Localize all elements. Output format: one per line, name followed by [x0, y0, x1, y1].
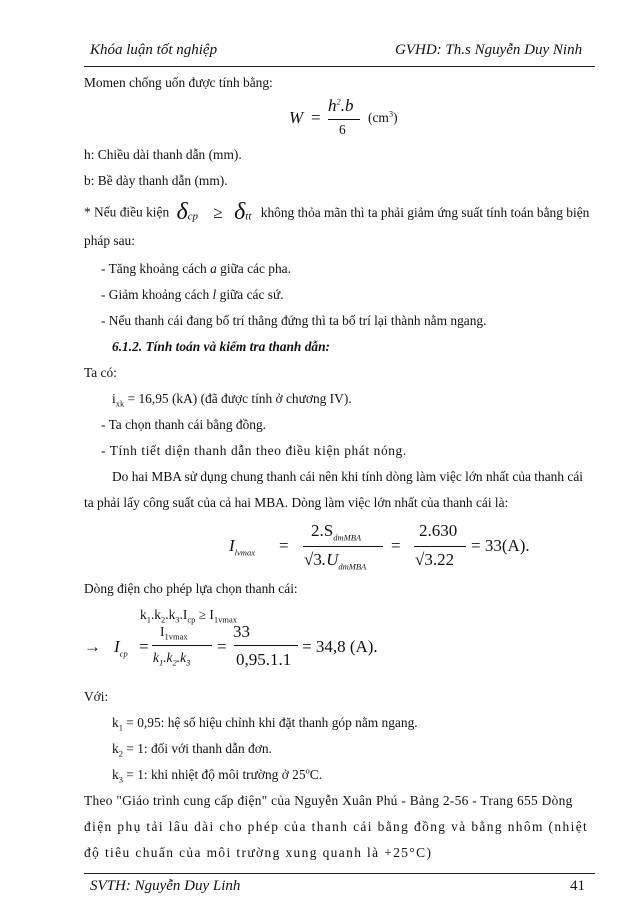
ilv-eq2: = [391, 536, 401, 555]
method-text: pháp sau: [84, 233, 135, 248]
b-definition: b: Bề dày thanh dẫn (mm). [84, 173, 228, 188]
taco-text: Ta có: [84, 365, 117, 380]
footer-rule [84, 873, 595, 874]
icp-eq1: = [139, 637, 149, 656]
section-title: 6.1.2. Tính toán và kiểm tra thanh dẫn: [112, 339, 331, 354]
h-definition: h: Chiều dài thanh dẫn (mm). [84, 147, 242, 162]
ixk-line: $i_{xk} = 16,95$ (kA) (đã được tính ở chương IV). [112, 391, 352, 409]
ilv-den2: √3.22 [415, 550, 455, 569]
bullet-1: - Tăng khoảng cách a giữa các pha. [101, 261, 291, 276]
w-symbol: W [289, 108, 304, 127]
w-unit: $(cm^3)$ [368, 108, 398, 125]
icp-eq2: = [217, 637, 227, 656]
w-equals: = [311, 108, 321, 127]
k3-item: $k_3 = 1$: khi nhiệt độ môi trường ở 25$^o$C. [112, 765, 323, 785]
condition-line: * Nếu điều kiện $\delta_{cp} \ge \delta_{tt}$ không thỏa mãn thì ta phải giảm ứng suất tính toán bằng biện [84, 199, 590, 225]
ilv-lhs: $I_{lvmax}$ [229, 536, 255, 558]
section-heating: - Tính tiết diện thanh dẫn theo điều kiện phát nóng. [101, 443, 407, 458]
icp-num2: 33 [233, 622, 250, 641]
ilv-eq1: = [279, 536, 289, 555]
w-numerator: $h^2.b$ [328, 96, 354, 115]
page-number: 41 [570, 878, 585, 894]
ilv-result: = 33(A). [471, 536, 530, 555]
icp-num1: $I_{1vmax}$ [160, 624, 188, 642]
theo-line-3: độ tiêu chuẩn của môi trường xung quanh là +25°C) [84, 845, 433, 860]
header-right: GVHD: Th.s Nguyễn Duy Ninh [395, 42, 583, 58]
choose-copper: - Ta chọn thanh cái bằng đồng. [101, 417, 267, 432]
voi-text: Với: [84, 689, 109, 704]
theo-line-2: điện phụ tải lâu dài cho phép của thanh cái bằng đồng và bằng nhôm (nhiệt [84, 819, 589, 834]
ilv-fraction-line-2 [414, 546, 466, 547]
ilv-den1: $√3.U_{dmMBA}$ [304, 550, 367, 572]
selection-condition: $k_1.k_2.k_3.I_{cp} \ge I_{1vmax}$ [140, 607, 238, 625]
footer-left: SVTH: Nguyễn Duy Linh [90, 878, 241, 894]
ilv-fraction-line-1 [303, 546, 383, 547]
momen-text: Momen chống uốn được tính bằng: [84, 75, 273, 90]
icp-result: = 34,8 (A). [302, 637, 378, 656]
w-fraction-line [328, 119, 360, 120]
mba-para-1: Do hai MBA sử dụng chung thanh cái nên khi tính dòng làm việc lớn nhất của thanh cái [112, 469, 584, 484]
ilv-num2: 2.630 [419, 521, 458, 540]
header-left: Khóa luận tốt nghiệp [90, 42, 218, 58]
k1-item: $k_1 = 0,95$: hệ số hiệu chỉnh khi đặt thanh góp nằm ngang. [112, 715, 418, 733]
header-rule [84, 66, 595, 67]
select-text: Dòng điện cho phép lựa chọn thanh cái: [84, 581, 298, 596]
icp-fraction-line-1 [152, 645, 212, 646]
mba-para-2: ta phải lấy công suất của cả hai MBA. Dòng làm việc lớn nhất của thanh cái là: [84, 495, 509, 510]
icp-den2: 0,95.1.1 [236, 650, 292, 669]
bullet-2: - Giảm khoảng cách l giữa các sứ. [101, 287, 284, 302]
icp-den1: $k_1.k_2.k_3$ [153, 650, 191, 668]
icp-lhs: $I_{cp}$ [114, 637, 128, 659]
k2-item: $k_2 = 1$: đối với thanh dẫn đơn. [112, 741, 272, 759]
icp-fraction-line-2 [234, 645, 298, 646]
theo-line-1: Theo "Giáo trình cung cấp điện" của Nguyễn Xuân Phú - Bảng 2-56 - Trang 655 Dòng [84, 793, 573, 808]
icp-arrow: → [84, 637, 101, 656]
w-denominator: 6 [339, 122, 346, 137]
ilv-num1: $2.S_{dmMBA}$ [311, 521, 362, 543]
bullet-3: - Nếu thanh cái đang bố trí thẳng đứng thì ta bố trí lại thành nằm ngang. [101, 313, 487, 328]
